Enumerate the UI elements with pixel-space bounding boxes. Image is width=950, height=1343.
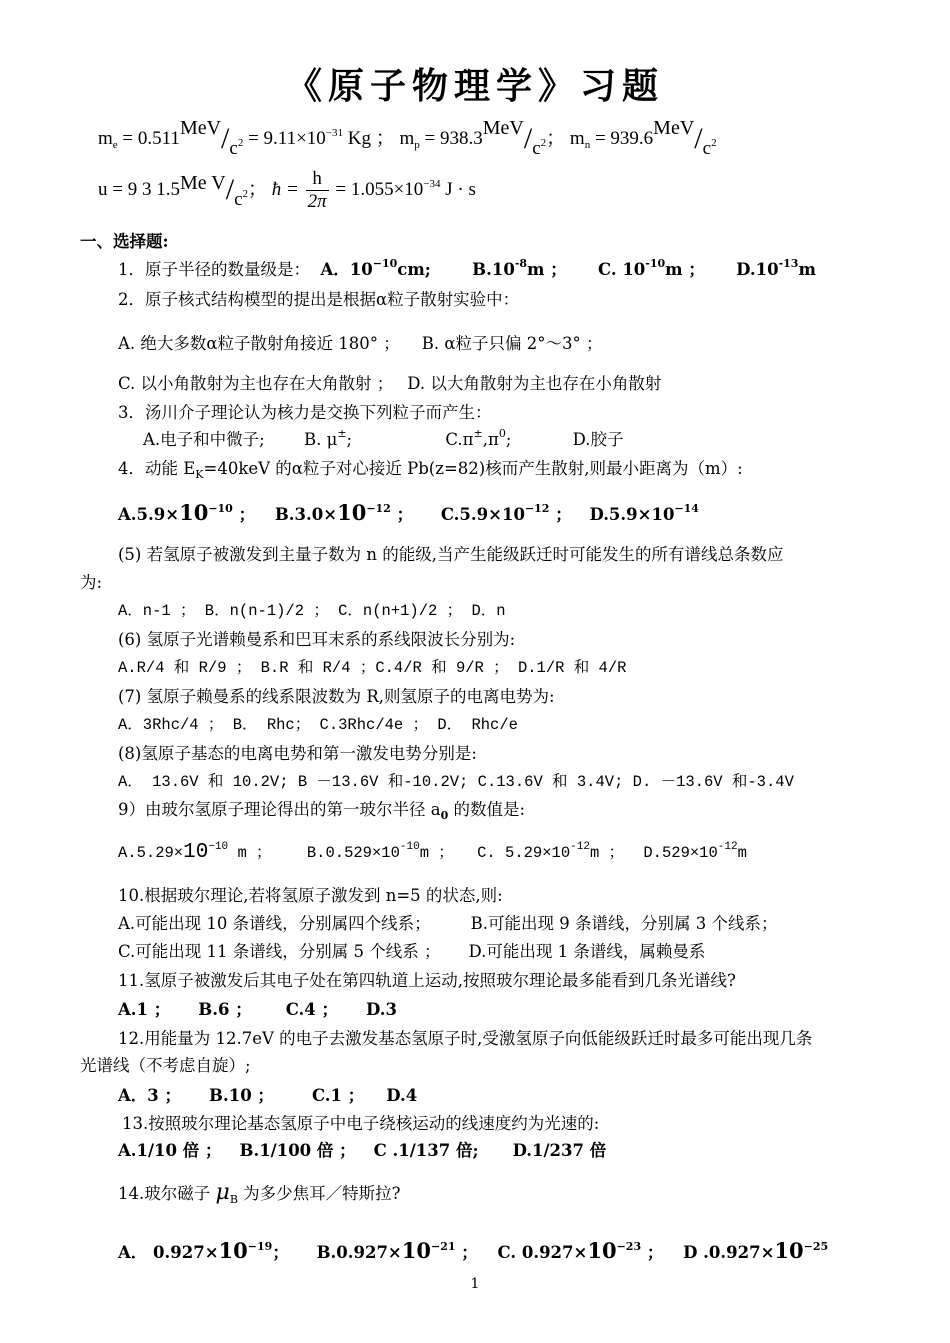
- question-4-options: $A.5.9\times 10^{-10}$ ； $B.3.0\times 10^{-12}$ ； $C.5.9\times 10^{-12}$ ； $D.5.9\times 10^{-14}$: [118, 500, 699, 525]
- question-3-stem: 3．汤川介子理论认为核力是交换下列粒子而产生：: [118, 403, 492, 422]
- question-12-stem-cont: 光谱线（不考虑自旋）;: [80, 1056, 251, 1075]
- mn-symbol: m: [565, 128, 585, 149]
- mev-unit: MeV: [179, 117, 222, 139]
- question-5-stem-cont: 为:: [80, 573, 103, 592]
- question-10-options-cd: C.可能出现 11 条谱线，分别属 5 个线系 ； D.可能出现 1 条谱线，属赖曼系: [118, 942, 706, 961]
- question-2-options-cd: C. 以小角散射为主也存在大角散射 ； D. 以大角散射为主也存在小角散射: [118, 374, 662, 393]
- question-1: 1．原子半径的数量级是： A．$10^{-10}cm$; $B.10^{-8}m$ ； C. $10^{-10}m$ ； $D.10^{-13}m$: [118, 257, 816, 279]
- question-10-stem: 10.根据玻尔理论,若将氢原子激发到 n=5 的状态,则:: [118, 886, 503, 905]
- constants-line-2: u = 9 3 1.5Me $V/c^2$； ħ = $\frac{h}{2\pi}$ = $1.055\times 10^{-34}$ J · s: [98, 168, 476, 212]
- u-symbol: u = 9 3 1.5: [98, 178, 180, 200]
- h-over-2pi: $\frac{h}{2\pi}$: [307, 168, 327, 212]
- question-6-options: A.R/4 和 R/9 ； B.R 和 R/4 ；C.4/R 和 9/R ； D.1/R 和 4/R: [118, 659, 627, 677]
- question-2-options-ab: A. 绝大多数α粒子散射角接近 180° ； B. α粒子只偏 2°～3° ；: [118, 334, 603, 353]
- question-14-options: A． $0.927\times 10^{-19}$； $B.0.927\times 10^{-21}$ ； C. $0.927\times 10^{-23}$ ； D $.0.927\times 10^{-25}$: [118, 1238, 829, 1263]
- question-9-options: $A.5.29\times 10^{-10}$ m ； $B.0.529\times 10^{-10}m$ ； C. $5.29\times 10^{-12}m$ ； $D.529\times 10^{-12}m$: [118, 841, 747, 864]
- question-8-stem: (8)氢原子基态的电离电势和第一激发电势分别是:: [118, 744, 477, 763]
- question-11-stem: 11.氢原子被激发后其电子处在第四轨道上运动,按照玻尔理论最多能看到几条光谱线?: [118, 971, 736, 990]
- question-2-stem: 2．原子核式结构模型的提出是根据α粒子散射实验中：: [118, 290, 520, 309]
- question-7-stem: (7) 氢原子赖曼系的线系限波数为 R,则氢原子的电离电势为:: [118, 687, 555, 706]
- page-title: 《原子物理学》习题: [285, 65, 664, 107]
- me-symbol: m: [98, 128, 113, 149]
- question-9-stem: 9）由玻尔氢原子理论得出的第一玻尔半径 $a_0$ 的数值是:: [118, 800, 526, 822]
- question-13-options: A.1/10 倍 ； B.1/100 倍 ； C .1/137 倍; D.1/237 倍: [118, 1141, 607, 1160]
- hbar-symbol: ħ =: [271, 178, 304, 200]
- question-8-options: A． 13.6V 和 10.2V; B －13.6V 和-10.2V; C.13.6V 和 3.4V; D. －13.6V 和-3.4V: [118, 773, 794, 791]
- question-13-stem: 13.按照玻尔理论基态氢原子中电子绕核运动的线速度约为光速的:: [122, 1114, 600, 1133]
- constants-line-1: $m_e = 0.511MeV/c^2 = 9.11\times 10^{-31}$ Kg ； $m_p = 938.3MeV/c^2$； $m_n = 939.6MeV/c^2$: [98, 117, 717, 159]
- question-4-stem: 4．动能 $E_K=40keV$ 的α粒子对心接近 Pb(z=82)核而产生散射,则最小距离为（m）:: [118, 459, 743, 481]
- question-3-options: A.电子和中微子; B. μ±; $C.\pi^\pm,\pi^0$; D.胶子: [143, 427, 624, 449]
- section-heading: 一、选择题:: [80, 232, 169, 251]
- question-12-stem: 12.用能量为 12.7eV 的电子去激发基态氢原子时,受激氢原子向低能级跃迁时最多可能出现几条: [118, 1029, 813, 1048]
- question-5-stem: (5) 若氢原子被激发到主量子数为 n 的能级,当产生能级跃迁时可能发生的所有谱线总条数应: [118, 545, 784, 564]
- question-14-stem: 14.玻尔磁子 $\mu_B$ 为多少焦耳／特斯拉?: [118, 1180, 401, 1206]
- question-11-options: A.1 ； B.6 ； C.4 ； D.3: [118, 1000, 397, 1019]
- mu-b-symbol: μ: [215, 1180, 230, 1205]
- c-squared: $c^2$: [229, 137, 244, 159]
- question-12-options: A．3 ； B.10 ； C.1 ； D.4: [118, 1086, 418, 1105]
- question-10-options-ab: A.可能出现 10 条谱线，分别属四个线系； B.可能出现 9 条谱线，分别属 3 个线系；: [118, 914, 778, 933]
- page-number: 1: [470, 1276, 480, 1292]
- question-5-options: A．n-1 ； B．n(n-1)/2 ； C．n(n+1)/2 ； D．n: [118, 602, 506, 620]
- question-7-options: A．3Rhc/4 ； B． Rhc； C.3Rhc/4e ； D． Rhc/e: [118, 716, 518, 734]
- mp-symbol: m: [394, 128, 415, 149]
- question-6-stem: (6) 氢原子光谱赖曼系和巴耳末系的系线限波长分别为:: [118, 630, 516, 649]
